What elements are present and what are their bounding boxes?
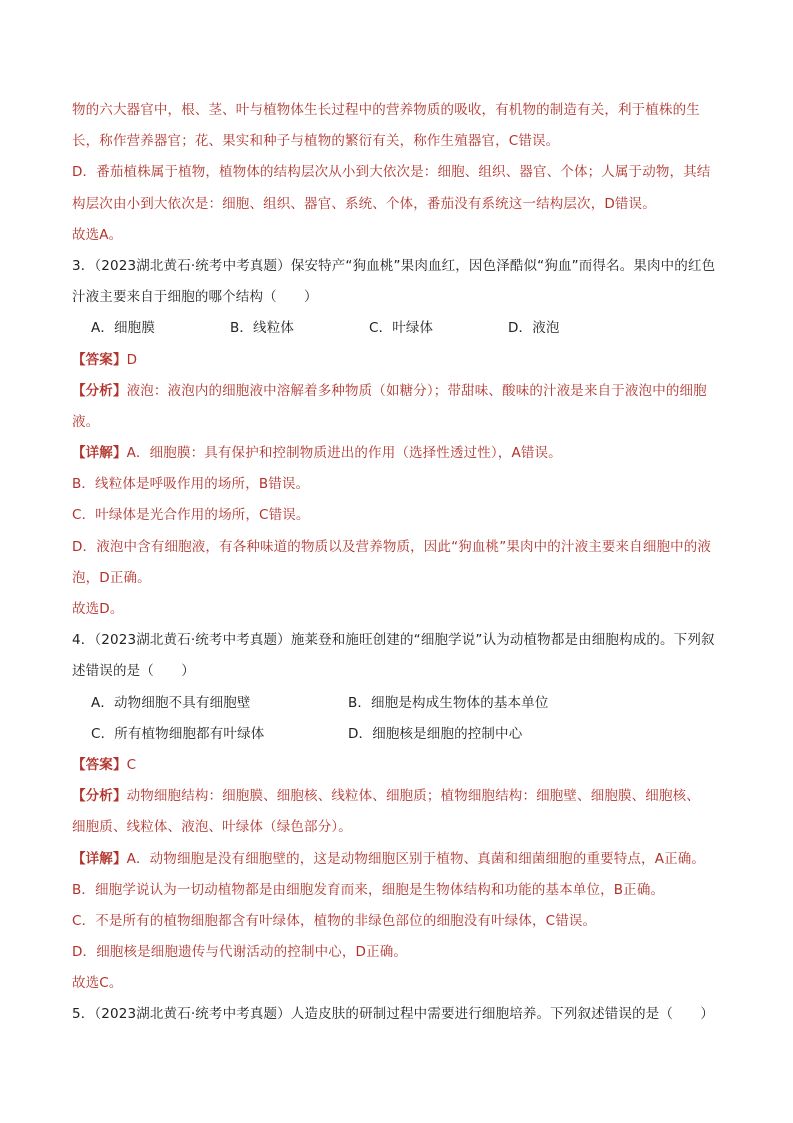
- document-page: [72, 95, 726, 1031]
- detail-tag: 【详解】: [72, 850, 127, 867]
- detail-line: [72, 844, 726, 875]
- analysis-line: [72, 376, 726, 407]
- option-b: B．细胞是构成生物体的基本单位: [348, 694, 549, 711]
- text-line: 物的六大器官中，根、茎、叶与植物体生长过程中的营养物质的吸收，有机物的制造有关，利于植株的生: [72, 102, 700, 118]
- analysis-tag: 【分析】: [72, 382, 127, 399]
- text-line: 液。: [72, 413, 100, 430]
- question-4-stem: 述错误的是（ ）: [72, 663, 195, 680]
- choice-line: 故选C。: [72, 975, 123, 992]
- question-3-stem: 3．（2023湖北黄石·统考中考真题）保安特产“狗血桃”果肉血红，因色泽酷似“狗血”而得名。果肉中的红色: [72, 257, 716, 274]
- text-line: 泡，D正确。: [72, 569, 151, 586]
- option-a: A．细胞膜: [91, 320, 155, 337]
- text-line: C．叶绿体是光合作用的场所，C错误。: [72, 507, 310, 524]
- text-line: B．线粒体是呼吸作用的场所，B错误。: [72, 476, 310, 493]
- question-3-options: [72, 313, 726, 344]
- answer-tag: 【答案】: [72, 351, 127, 368]
- text-line: 细胞质、线粒体、液泡、叶绿体（绿色部分）。: [72, 819, 352, 836]
- detail-text: A．细胞膜：具有保护和控制物质进出的作用（选择性透过性），A错误。: [126, 445, 562, 462]
- question-5-stem: 5．（2023湖北黄石·统考中考真题）人造皮肤的研制过程中需要进行细胞培养。下列叙述错误的是（ ）: [72, 1006, 714, 1023]
- option-b: B．线粒体: [230, 320, 295, 337]
- option-c: C．叶绿体: [369, 320, 434, 337]
- text-line: D．细胞核是细胞遗传与代谢活动的控制中心，D正确。: [72, 944, 408, 961]
- text-line: C．不是所有的植物细胞都含有叶绿体，植物的非绿色部位的细胞没有叶绿体，C错误。: [72, 912, 597, 929]
- analysis-text: 动物细胞结构：细胞膜、细胞核、线粒体、细胞质；植物细胞结构：细胞壁、细胞膜、细胞核、: [126, 788, 700, 805]
- text-line: D．番茄植株属于植物，植物体的结构层次从小到大依次是：细胞、组织、器官、个体；人属于动物，其结: [72, 164, 711, 181]
- option-d: D．液泡: [508, 320, 560, 337]
- answer-line: [72, 750, 726, 781]
- text-line: B．细胞学说认为一切动植物都是由细胞发育而来，细胞是生物体结构和功能的基本单位，B正确。: [72, 881, 665, 898]
- question-4-stem: 4．（2023湖北黄石·统考中考真题）施莱登和施旺创建的“细胞学说”认为动植物都是由细胞构成的。下列叙: [72, 632, 715, 649]
- answer-value: C: [126, 756, 137, 773]
- answer-tag: 【答案】: [72, 756, 127, 773]
- option-d: D．细胞核是细胞的控制中心: [348, 725, 523, 742]
- question-3-stem: 汁液主要来自于细胞的哪个结构（ ）: [72, 289, 318, 306]
- analysis-line: [72, 781, 726, 812]
- question-4-options: [72, 719, 726, 750]
- detail-line: [72, 438, 726, 469]
- text-line: 构层次由小到大依次是：细胞、组织、器官、系统、个体，番茄没有系统这一结构层次，D错误。: [72, 195, 656, 212]
- question-4-options: [72, 688, 726, 719]
- option-c: C．所有植物细胞都有叶绿体: [91, 725, 265, 742]
- analysis-text: 液泡：液泡内的细胞液中溶解着多种物质（如糖分）；带甜味、酸味的汁液是来自于液泡中的细胞: [126, 382, 707, 399]
- answer-line: [72, 345, 726, 376]
- option-a: A．动物细胞不具有细胞壁: [91, 694, 251, 711]
- detail-text: A．动物细胞是没有细胞壁的，这是动物细胞区别于植物、真菌和细菌细胞的重要特点，A正确。: [126, 850, 706, 867]
- answer-value: D: [126, 351, 138, 368]
- detail-tag: 【详解】: [72, 445, 127, 462]
- text-line: 长，称作营养器官；花、果实和种子与植物的繁衍有关，称作生殖器官，C错误。: [72, 133, 560, 150]
- text-line: D．液泡中含有细胞液，有各种味道的物质以及营养物质，因此“狗血桃”果肉中的汁液主要来自细胞中的液: [72, 538, 712, 555]
- choice-line: 故选D。: [72, 601, 124, 617]
- analysis-tag: 【分析】: [72, 788, 127, 805]
- choice-line: 故选A。: [72, 226, 123, 243]
